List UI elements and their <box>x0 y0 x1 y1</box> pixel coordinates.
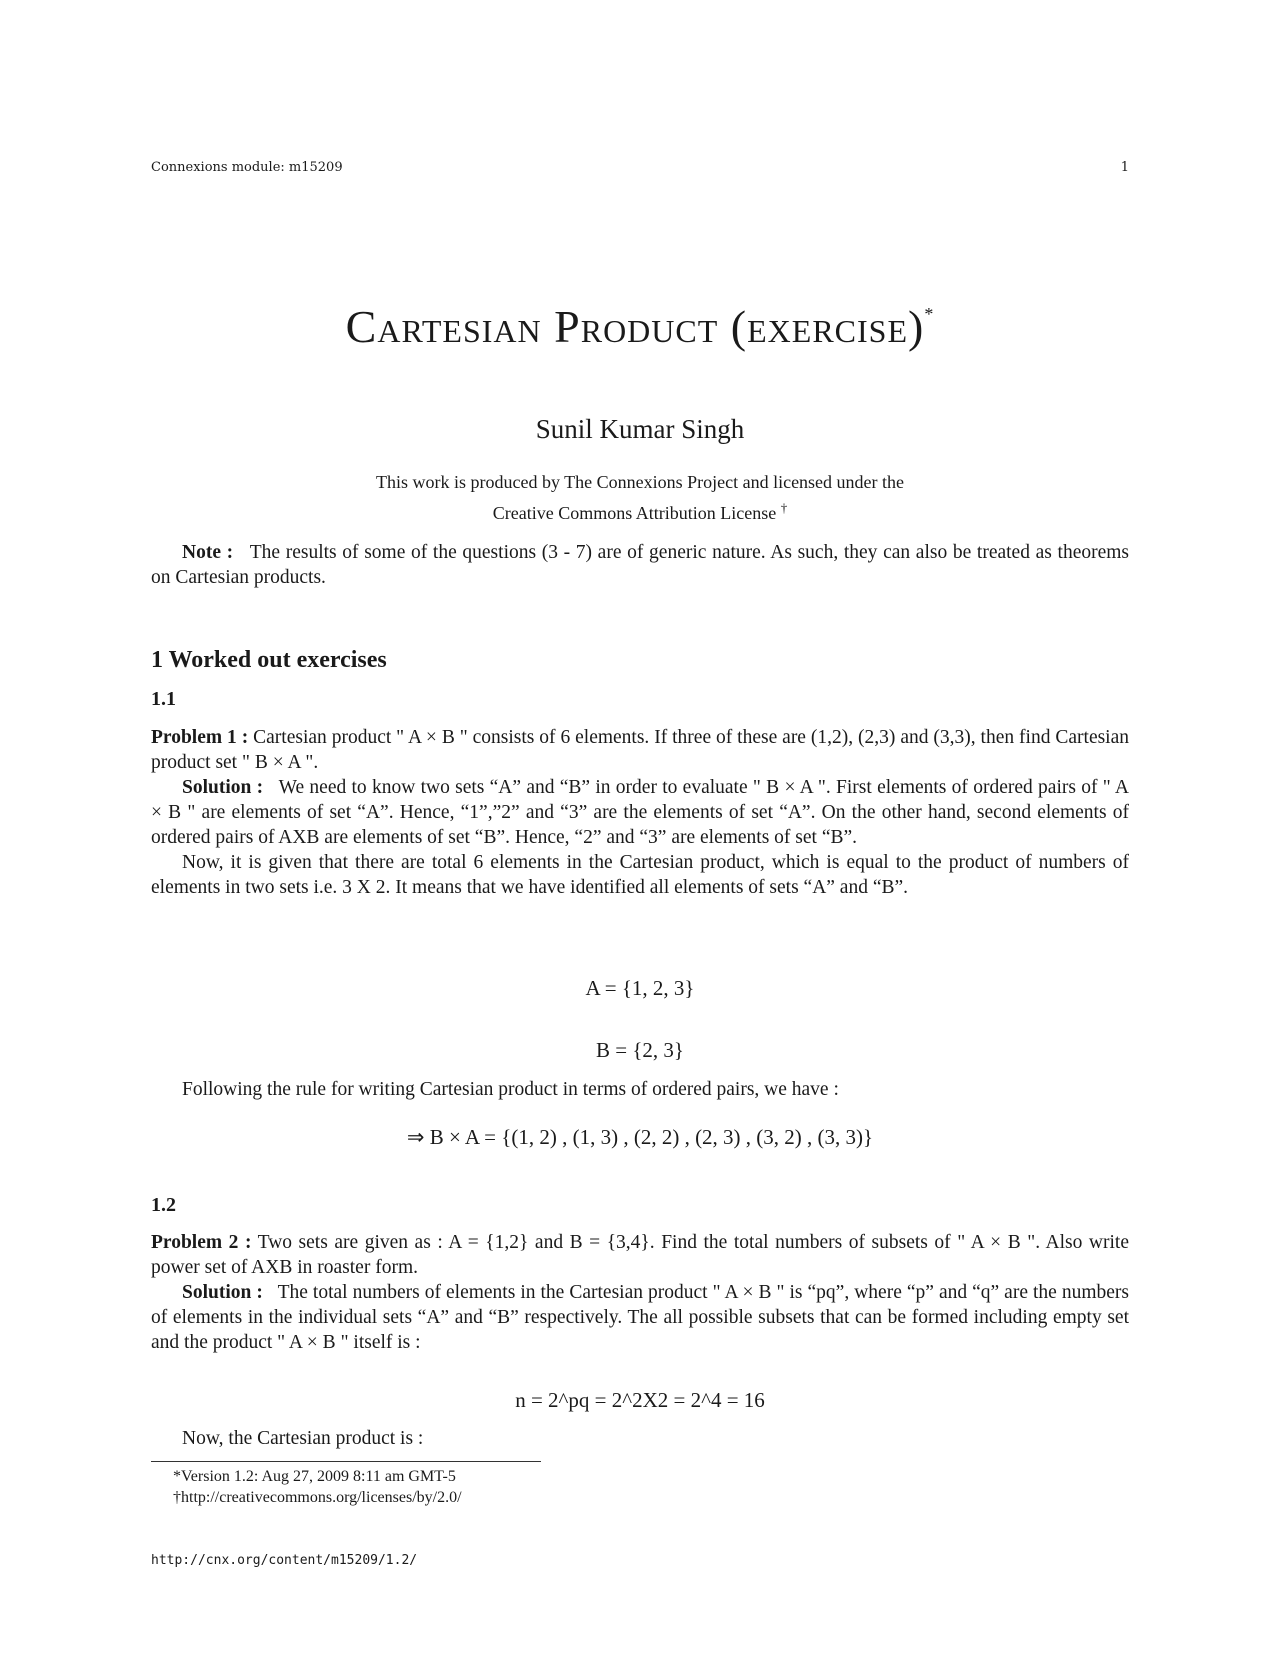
problem-1-label: Problem 1 : <box>151 727 249 748</box>
section-heading: 1 Worked out exercises <box>151 647 387 673</box>
problem-1-block <box>151 725 1129 900</box>
subsection-heading-1-2: 1.2 <box>151 1194 176 1216</box>
solution-2-label: Solution : <box>182 1282 263 1303</box>
equation-set-b: B = {2, 3} <box>595 1038 684 1062</box>
license-footnote-mark: † <box>780 500 788 515</box>
solution-1-para-2: Now, it is given that there are total 6 elements in the Cartesian product, which is equal to the product of numbers of elements in two sets i.e. 3 X 2. It means that we have identified all elements of sets “A” and “B”. <box>151 852 1129 898</box>
document-title <box>0 300 1280 353</box>
note-label: Note : <box>182 542 234 563</box>
license-line-2 <box>0 495 1280 526</box>
footer-url: http://cnx.org/content/m15209/1.2/ <box>151 1553 418 1568</box>
module-label: Connexions module: m15209 <box>151 160 343 175</box>
license-statement <box>0 470 1280 526</box>
subsection-heading-1-1: 1.1 <box>151 688 176 710</box>
solution-2-text: The total numbers of elements in the Cartesian product " A × B " is “pq”, where “p” and “q” are the numbers of elements in the individual sets “A” and “B” respectively. The all possible subsets that can be formed including empty set and the product " A × B " itself is : <box>151 1282 1129 1353</box>
title-footnote-mark: * <box>924 304 935 324</box>
solution-2-after-block <box>151 1426 1129 1451</box>
equation-b-cross-a: ⇒ B × A = {(1, 2) , (1, 3) , (2, 2) , (2, 3) , (3, 2) , (3, 3)} <box>406 1125 874 1149</box>
problem-2-text: Two sets are given as : A = {1,2} and B = {3,4}. Find the total numbers of subsets of " A × B ". Also write power set of AXB in roaster form. <box>151 1232 1129 1278</box>
problem-2-block <box>151 1230 1129 1355</box>
running-header <box>151 160 1129 175</box>
solution-1-label: Solution : <box>182 777 264 798</box>
license-line-1: This work is produced by The Connexions Project and licensed under the <box>375 472 905 492</box>
equation-set-a: A = {1, 2, 3} <box>585 976 695 1000</box>
footnotes <box>173 1466 462 1508</box>
solution-1-para-3: Following the rule for writing Cartesian product in terms of ordered pairs, we have : <box>182 1079 839 1100</box>
footnote-version: *Version 1.2: Aug 27, 2009 8:11 am GMT-5 <box>173 1468 456 1485</box>
footnote-rule <box>151 1461 541 1462</box>
note-text: The results of some of the questions (3 - 7) are of generic nature. As such, they can also be treated as theorems on Cartesian products. <box>151 542 1129 588</box>
note-paragraph <box>151 540 1129 590</box>
page-number: 1 <box>1120 160 1129 175</box>
solution-1-text: We need to know two sets “A” and “B” in order to evaluate " B × A ". First elements of ordered pairs of " A × B " are elements of set “A”. Hence, “1”,”2” and “3” are the elements of set “A”. On the other hand, second elements of ordered pairs of AXB are elements of set “B”. Hence, “2” and “3” are elements of set “B”. <box>151 777 1129 848</box>
solution-2-after-text: Now, the Cartesian product is : <box>182 1428 424 1449</box>
equation-subset-count: n = 2^pq = 2^2X2 = 2^4 = 16 <box>515 1388 765 1412</box>
footnote-license-url: †http://creativecommons.org/licenses/by/2.0/ <box>173 1489 462 1506</box>
author: Sunil Kumar Singh <box>535 414 745 444</box>
solution-1-para-3-block <box>151 1077 1129 1102</box>
license-name: Creative Commons Attribution License <box>492 503 777 523</box>
problem-2-label: Problem 2 : <box>151 1232 252 1253</box>
problem-1-text: Cartesian product " A × B " consists of 6 elements. If three of these are (1,2), (2,3) and (3,3), then find Cartesian product set " B × A ". <box>151 727 1130 773</box>
title-text: Cartesian Product (exercise) <box>345 301 925 352</box>
